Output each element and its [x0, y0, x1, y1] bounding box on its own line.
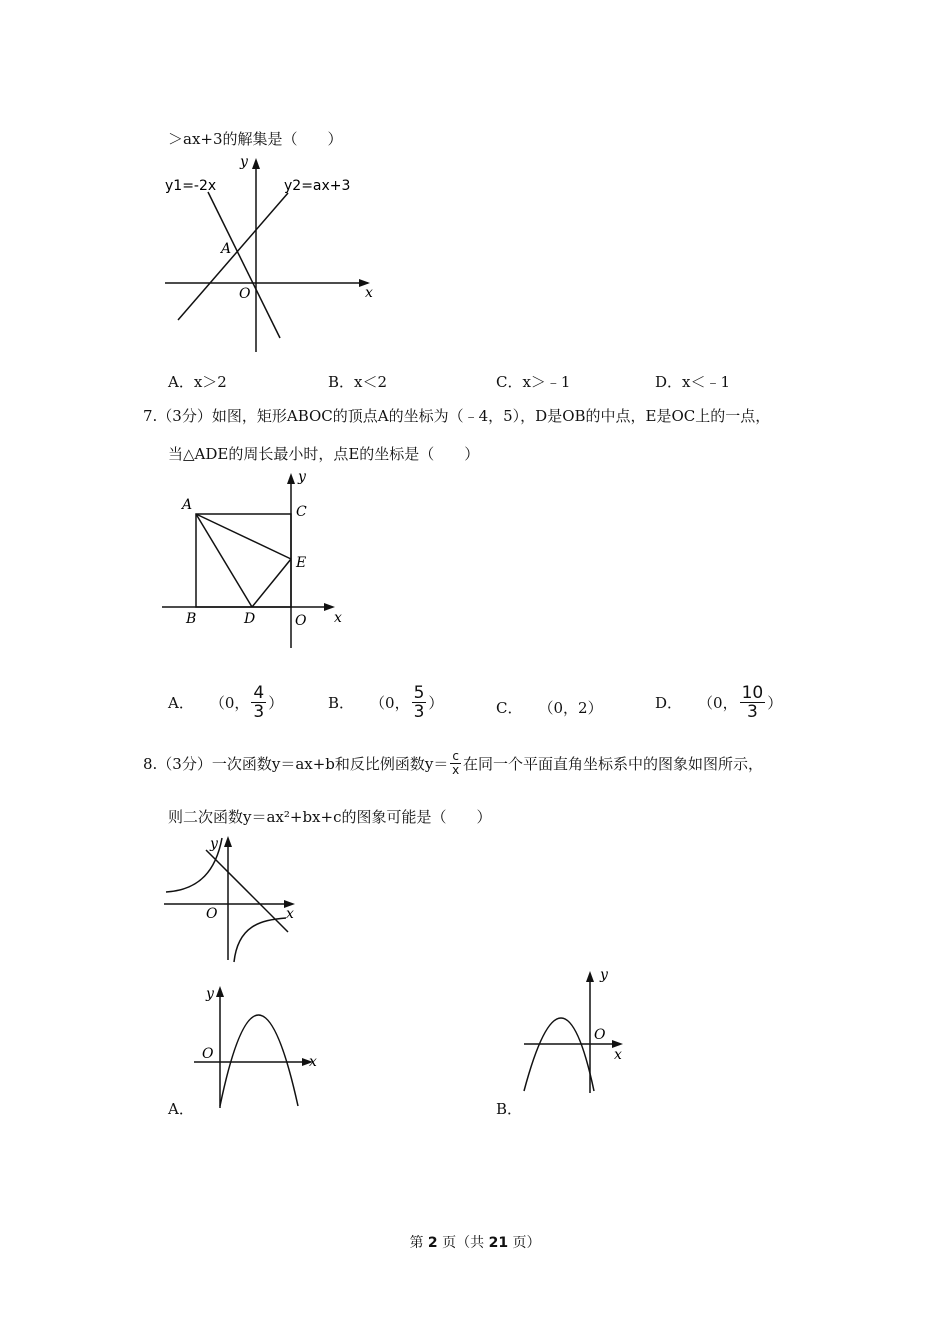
q6-x-axis-label: x — [365, 285, 373, 301]
q7-option-c: C． （0，2） — [496, 699, 603, 717]
q8-graph — [160, 830, 300, 965]
q8-a-x-axis-label: x — [309, 1054, 317, 1070]
q8-a-y-axis-label: y — [206, 986, 214, 1002]
q7-label-c: C — [296, 504, 307, 520]
q6-option-d: D．x＜﹣1 — [655, 373, 731, 391]
q8-line2: 则二次函数y＝ax²+bx+c的图象可能是（ ） — [168, 808, 492, 826]
q7-line2: 当△ADE的周长最小时，点E的坐标是（ ） — [168, 445, 480, 463]
q7-option-d: D． （0， $\frac{10}{3}$ ） — [655, 683, 783, 722]
q7-label-b: B — [186, 611, 197, 627]
q8-a-origin: O — [202, 1046, 214, 1062]
q6-y-axis-label: y — [240, 154, 248, 170]
q8-x-axis-label: x — [286, 906, 294, 922]
q6-stem-tail: ＞ax+3的解集是（ ） — [168, 130, 343, 148]
q7-label-a: A — [182, 497, 193, 513]
q6-option-a: A．x＞2 — [168, 373, 227, 391]
q8-option-a-graph — [190, 980, 325, 1110]
q8-option-b: B． — [496, 1100, 523, 1118]
q8-b-x-axis-label: x — [614, 1047, 622, 1063]
q8-option-a: A． — [168, 1100, 194, 1118]
q7-x-axis-label: x — [334, 610, 342, 626]
q8-option-b-graph — [520, 965, 630, 1095]
q6-graph — [160, 150, 380, 355]
q6-point-a: A — [221, 241, 232, 257]
q6-y1-label: y1=-2x — [165, 178, 217, 194]
q7-option-a: A． （0， $\frac{4}{3}$ ） — [168, 683, 284, 722]
q6-option-c: C．x＞﹣1 — [496, 373, 571, 391]
page-footer: 第 2 页（共 21 页） — [409, 1235, 541, 1251]
q7-y-axis-label: y — [298, 469, 306, 485]
q8-y-axis-label: y — [210, 836, 218, 852]
q8-origin: O — [206, 906, 218, 922]
q8-b-y-axis-label: y — [600, 967, 608, 983]
q7-label-o: O — [295, 613, 307, 629]
q7-option-b: B． （0， $\frac{5}{3}$ ） — [328, 683, 444, 722]
q7-label-d: D — [244, 611, 256, 627]
q6-origin: O — [239, 286, 251, 302]
q6-option-b: B．x＜2 — [328, 373, 388, 391]
q6-y2-label: y2=ax+3 — [284, 178, 351, 194]
q7-graph — [160, 465, 360, 655]
q8-b-origin: O — [594, 1027, 606, 1043]
q7-line1: 7.（3分）如图，矩形ABOC的顶点A的坐标为（﹣4，5），D是OB的中点，E是OC上的一点， — [143, 407, 771, 425]
q8-line1: 8.（3分）一次函数y＝ax+b和反比例函数y＝ $\frac{c}{x}$ 在同一个平面直角坐标系中的图象如图所示， — [143, 749, 764, 777]
q7-label-e: E — [296, 555, 307, 571]
